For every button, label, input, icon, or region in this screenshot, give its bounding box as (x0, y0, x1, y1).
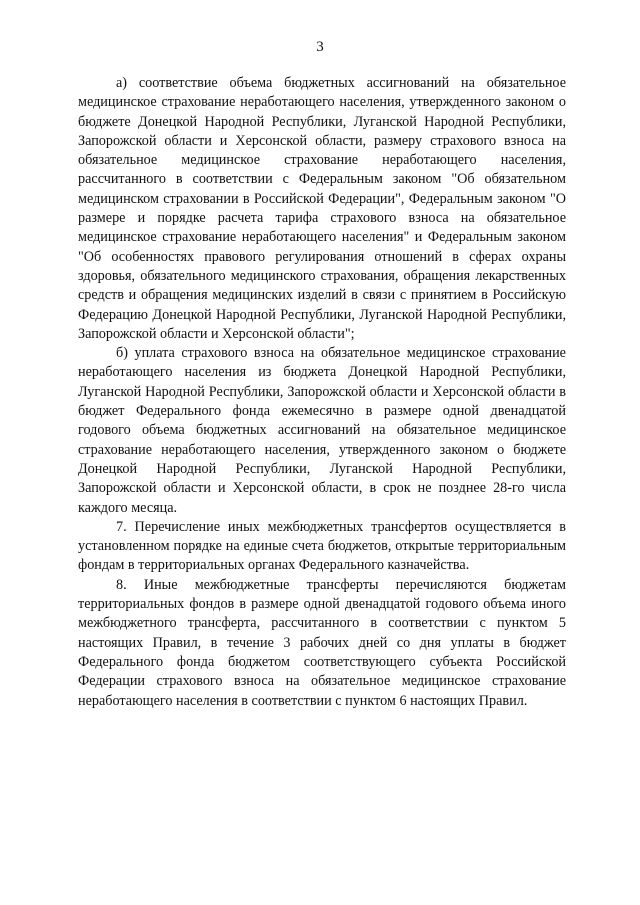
paragraph-item-b: б) уплата страхового взноса на обязательное медицинское страхование неработающего населения из бюджета Донецкой Народной Республики, Луганской Народной Республики, Запорожской области и Херсонской области в бюджет Федерального фонда ежемесячно в размере одной двенадцатой годового объема бюджетных ассигнований на обязательное медицинское страхование неработающего населения, утвержденного законом о бюджете Донецкой Народной Республики, Луганской Народной Республики, Запорожской области и Херсонской области, в срок не позднее 28-го числа каждого месяца. (78, 345, 566, 516)
paragraph-clause-7: 7. Перечисление иных межбюджетных трансфертов осуществляется в установленном порядке на единые счета бюджетов, открытые территориальным фондам в территориальных органах Федерального казначейства. (78, 518, 566, 574)
paragraph-clause-8: 8. Иные межбюджетные трансферты перечисляются бюджетам территориальных фондов в размере одной двенадцатой годового объема иного межбюджетного трансферта, рассчитанного в соответствии с пунктом 5 настоящих Правил, в течение 3 рабочих дней со дня уплаты в бюджет Федерального фонда бюджетом соответствующего субъекта Российской Федерации страхового взноса на обязательное медицинское страхование неработающего населения в соответствии с пунктом 6 настоящих Правил. (78, 576, 566, 709)
document-body (78, 74, 566, 711)
page-number: 3 (316, 39, 324, 55)
paragraph-item-a: а) соответствие объема бюджетных ассигнований на обязательное медицинское страхование неработающего населения, утвержденного законом о бюджете Донецкой Народной Республики, Луганской Народной Республики, Запорожской области и Херсонской области, размеру страхового взноса на обязательное медицинское страхование неработающего населения, рассчитанного в соответствии с Федеральным законом "Об обязательном медицинском страховании в Российской Федерации", Федеральным законом "О размере и порядке расчета тарифа страхового взноса на обязательное медицинское страхование неработающего населения" и Федеральным законом "Об особенностях правового регулирования отношений в сферах охраны здоровья, обязательного медицинского страхования, обращения лекарственных средств и обращения медицинских изделий в связи с принятием в Российскую Федерацию Донецкой Народной Республики, Луганской Народной Республики, Запорожской области и Херсонской области"; (78, 75, 566, 342)
